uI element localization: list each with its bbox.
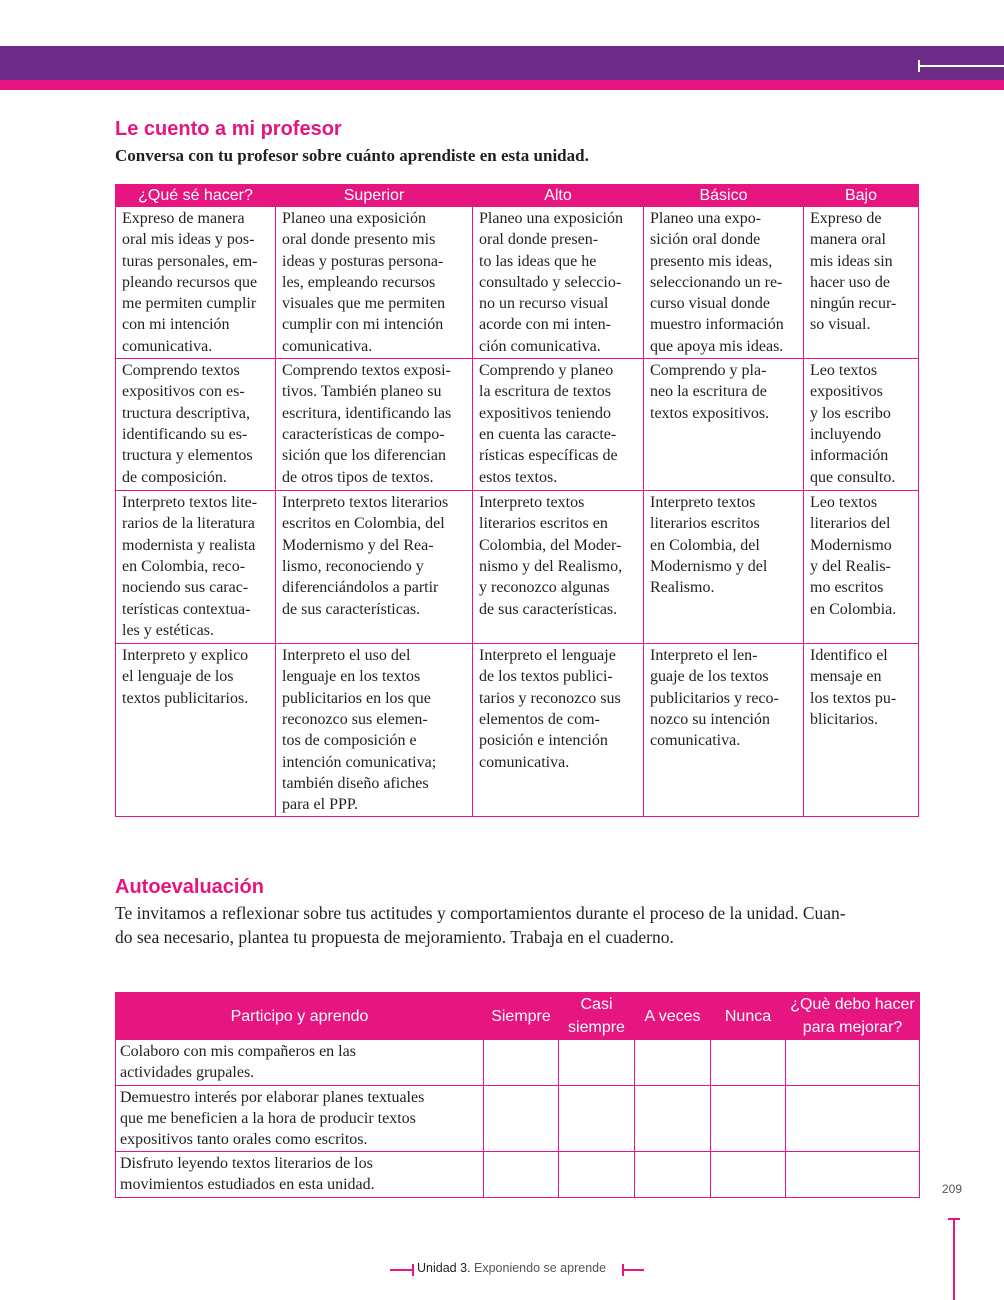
rubric-cell — [644, 491, 804, 644]
selfeval-answer-cell[interactable] — [635, 1040, 711, 1086]
selfeval-answer-cell[interactable] — [711, 1152, 786, 1198]
selfeval-table — [115, 992, 920, 1198]
rubric-cell-line: y del Realis- — [810, 557, 891, 575]
rubric-cell-line: Colombia, del Moder- — [479, 536, 622, 554]
rubric-cell-line: turas personales, em- — [122, 252, 258, 270]
rubric-cell-line: el lenguaje de los — [122, 668, 234, 686]
rubric-cell — [644, 644, 804, 817]
selfeval-row — [116, 1152, 920, 1198]
rubric-cell-line: so visual. — [810, 316, 871, 334]
rubric-cell-line: consultado y seleccio- — [479, 273, 622, 291]
selfeval-answer-cell[interactable] — [484, 1040, 559, 1086]
rubric-cell-line: identificando su es- — [122, 425, 248, 443]
selfeval-row — [116, 1040, 920, 1086]
rubric-cell-line: Interpreto el uso del — [282, 647, 411, 665]
rubric-cell-line: tivos. También planeo su — [282, 383, 442, 401]
rubric-cell — [473, 491, 644, 644]
rubric-cell-line: no un recurso visual — [479, 295, 609, 313]
rubric-cell — [804, 491, 919, 644]
selfeval-answer-cell[interactable] — [484, 1086, 559, 1152]
intro-line: do sea necesario, plantea tu propuesta de mejoramiento. Trabaja en el cuaderno. — [115, 927, 674, 947]
selfeval-statement — [116, 1040, 484, 1086]
rubric-cell — [473, 644, 644, 817]
selfeval-statement — [116, 1152, 484, 1198]
rubric-cell-line: hacer uso de — [810, 273, 890, 291]
rubric-cell-line: incluyendo — [810, 425, 882, 443]
selfeval-header-cell — [711, 993, 786, 1040]
selfeval-statement-line: actividades grupales. — [120, 1064, 255, 1081]
rubric-cell-line: modernista y realista — [122, 536, 256, 554]
rubric-cell-line: de sus características. — [282, 600, 421, 618]
rubric-cell-line: manera oral — [810, 231, 886, 249]
rubric-cell-line: comunicativa. — [479, 753, 570, 771]
rubric-cell — [276, 359, 473, 491]
rubric-cell — [276, 207, 473, 359]
rubric-cell-line: nozco su intención — [650, 710, 770, 728]
rubric-cell-line: Interpreto textos — [650, 494, 756, 512]
selfeval-statement — [116, 1086, 484, 1152]
rubric-cell-line: que apoya mis ideas. — [650, 337, 784, 355]
rubric-cell-line: rísticas específicas de — [479, 447, 618, 465]
rubric-cell-line: diferenciándolos a partir — [282, 579, 439, 597]
rubric-cell — [644, 359, 804, 491]
rubric-row — [116, 359, 919, 491]
selfeval-statement-line: Colaboro con mis compañeros en las — [120, 1043, 356, 1060]
rubric-cell-line: posición e intención — [479, 732, 608, 750]
rubric-cell-line: seleccionando un re- — [650, 273, 783, 291]
rubric-cell-line: ningún recur- — [810, 295, 897, 313]
rubric-cell-line: en Colombia, reco- — [122, 557, 246, 575]
rubric-cell-line: pleando recursos que — [122, 273, 258, 291]
selfeval-answer-cell[interactable] — [559, 1086, 635, 1152]
rubric-cell-line: expositivos — [810, 383, 883, 401]
rubric-table — [115, 184, 919, 817]
selfeval-statement-line: movimientos estudiados en esta unidad. — [120, 1176, 375, 1193]
rubric-cell-line: de otros tipos de textos. — [282, 468, 434, 486]
rubric-cell-line: mo escritos — [810, 579, 884, 597]
footer-tick-left — [412, 1264, 414, 1276]
rubric-cell — [116, 207, 276, 359]
rubric-cell-line: textos expositivos. — [650, 404, 770, 422]
selfeval-header-line: siempre — [568, 1019, 625, 1036]
selfeval-answer-cell[interactable] — [711, 1086, 786, 1152]
rubric-cell-line: comunicativa. — [282, 337, 373, 355]
rubric-cell-line: de sus características. — [479, 600, 618, 618]
rubric-cell-line: textos publicitarios. — [122, 689, 249, 707]
selfeval-header-row — [116, 993, 920, 1040]
selfeval-header-line: ¿Què debo hacer — [790, 996, 915, 1013]
selfeval-header-cell — [786, 993, 920, 1040]
selfeval-answer-cell[interactable] — [484, 1152, 559, 1198]
rubric-cell — [804, 359, 919, 491]
section-title-autoevaluacion: Autoevaluación — [115, 876, 264, 898]
rubric-cell-line: intención comunicativa; — [282, 753, 437, 771]
footer — [390, 1260, 644, 1280]
rubric-cell-line: Identifico el — [810, 647, 888, 665]
rubric-header-row — [116, 185, 919, 207]
rubric-cell-line: Comprendo y pla- — [650, 362, 767, 380]
rubric-cell-line: reconozco sus elemen- — [282, 710, 428, 728]
side-decorative-line — [953, 1218, 955, 1300]
rubric-cell-line: de composición. — [122, 468, 227, 486]
rubric-header-cell: Alto — [473, 185, 644, 207]
rubric-cell-line: lenguaje en los textos — [282, 668, 421, 686]
rubric-cell-line: Realismo. — [650, 579, 715, 597]
rubric-cell-line: Comprendo textos — [122, 362, 240, 380]
rubric-cell-line: Comprendo textos exposi- — [282, 362, 451, 380]
rubric-cell-line: elementos de com- — [479, 710, 600, 728]
rubric-cell-line: Comprendo y planeo — [479, 362, 614, 380]
rubric-cell-line: sición que los diferencian — [282, 447, 446, 465]
selfeval-header-line: Nunca — [724, 1007, 772, 1025]
rubric-cell-line: mensaje en — [810, 668, 882, 686]
selfeval-answer-cell[interactable] — [559, 1152, 635, 1198]
rubric-cell-line: escritos en Colombia, del — [282, 515, 445, 533]
rubric-cell-line: cumplir con mi intención — [282, 316, 444, 334]
header-accent-stripe — [0, 80, 1004, 90]
rubric-cell-line: con mi intención — [122, 316, 230, 334]
selfeval-header-cell — [484, 993, 559, 1040]
rubric-cell-line: en cuenta las caracte- — [479, 425, 617, 443]
selfeval-header-line: para mejorar? — [802, 1019, 903, 1036]
rubric-cell-line: que consulto. — [810, 468, 896, 486]
selfeval-answer-cell[interactable] — [635, 1152, 711, 1198]
rubric-cell-line: Expreso de — [810, 210, 882, 227]
rubric-cell — [276, 644, 473, 817]
selfeval-answer-cell[interactable] — [559, 1040, 635, 1086]
footer-line-left — [390, 1269, 414, 1271]
rubric-cell-line: nociendo sus carac- — [122, 579, 249, 597]
section-title-profesor: Le cuento a mi profesor — [115, 118, 342, 140]
selfeval-header-line: Casi — [580, 996, 613, 1013]
rubric-cell-line: tos de composición e — [282, 732, 417, 750]
selfeval-header-line: Siempre — [491, 1007, 551, 1025]
page-number: 209 — [942, 1182, 963, 1196]
footer-unit-label: Unidad 3. — [417, 1261, 471, 1275]
footer-unit-title: Exponiendo se aprende — [474, 1261, 607, 1275]
rubric-cell-line: neo la escritura de — [650, 383, 767, 401]
footer-text — [417, 1261, 606, 1275]
rubric-cell-line: mis ideas sin — [810, 252, 893, 270]
rubric-cell-line: Modernismo y del — [650, 557, 768, 575]
selfeval-statement-line: Demuestro interés por elaborar planes textuales — [120, 1089, 425, 1106]
rubric-cell-line: Planeo una expo- — [650, 210, 762, 227]
rubric-cell-line: Interpreto el len- — [650, 647, 758, 665]
rubric-cell — [804, 644, 919, 817]
rubric-header-cell: Superior — [276, 185, 473, 207]
rubric-cell-line: guaje de los textos — [650, 668, 769, 686]
rubric-cell-line: oral donde presento mis — [282, 231, 436, 249]
selfeval-statement-line: que me beneficien a la hora de producir textos — [120, 1110, 416, 1127]
rubric-cell-line: literarios escritos en — [479, 515, 608, 533]
rubric-cell-line: literarios del — [810, 515, 891, 533]
rubric-cell-line: publicitarios y reco- — [650, 689, 779, 707]
rubric-cell-line: presento mis ideas, — [650, 252, 773, 270]
rubric-cell-line: tructura y elementos — [122, 447, 253, 465]
selfeval-answer-cell[interactable] — [786, 1086, 920, 1152]
rubric-cell — [473, 359, 644, 491]
rubric-cell-line: estos textos. — [479, 468, 558, 486]
rubric-cell-line: muestro información — [650, 316, 784, 334]
rubric-header-cell: Básico — [644, 185, 804, 207]
selfeval-header-cell — [116, 993, 484, 1040]
rubric-cell-line: les, empleando recursos — [282, 273, 436, 291]
rubric-cell-line: expositivos teniendo — [479, 404, 611, 422]
header-decorative-tick — [918, 60, 920, 72]
selfeval-answer-cell[interactable] — [786, 1152, 920, 1198]
rubric-cell-line: nismo y del Realismo, — [479, 557, 623, 575]
selfeval-statement-line: Disfruto leyendo textos literarios de los — [120, 1155, 373, 1172]
rubric-cell-line: expositivos con es- — [122, 383, 245, 401]
selfeval-answer-cell[interactable] — [711, 1040, 786, 1086]
rubric-cell-line: también diseño afiches — [282, 774, 429, 792]
rubric-cell-line: publicitarios en los que — [282, 689, 431, 707]
rubric-cell-line: y reconozco algunas — [479, 579, 610, 597]
rubric-cell — [804, 207, 919, 359]
rubric-cell-line: rarios de la literatura — [122, 515, 255, 533]
rubric-cell-line: tructura descriptiva, — [122, 404, 250, 422]
rubric-cell-line: tarios y reconozco sus — [479, 689, 621, 707]
rubric-cell-line: oral mis ideas y pos- — [122, 231, 255, 249]
rubric-cell-line: Modernismo — [810, 536, 892, 554]
section-subtitle-profesor: Conversa con tu profesor sobre cuánto aprendiste en esta unidad. — [115, 146, 589, 165]
rubric-cell-line: en Colombia, del — [650, 536, 760, 554]
rubric-cell-line: acorde con mi inten- — [479, 316, 611, 334]
rubric-row — [116, 644, 919, 817]
rubric-cell-line: ideas y posturas persona- — [282, 252, 444, 270]
rubric-cell-line: características de compo- — [282, 425, 445, 443]
rubric-cell-line: terísticas contextua- — [122, 600, 251, 618]
rubric-cell-line: to las ideas que he — [479, 252, 597, 270]
selfeval-header-line: A veces — [644, 1007, 701, 1025]
rubric-cell — [644, 207, 804, 359]
rubric-row — [116, 207, 919, 359]
selfeval-statement-line: expositivos tanto orales como escritos. — [120, 1131, 368, 1148]
selfeval-row — [116, 1086, 920, 1152]
rubric-cell-line: Modernismo y del Rea- — [282, 536, 434, 554]
selfeval-answer-cell[interactable] — [786, 1040, 920, 1086]
rubric-cell-line: curso visual donde — [650, 295, 770, 313]
rubric-cell-line: de los textos publici- — [479, 668, 613, 686]
header-bar — [0, 46, 1004, 80]
rubric-cell — [276, 491, 473, 644]
selfeval-header-cell — [559, 993, 635, 1040]
rubric-cell-line: Planeo una exposición — [479, 210, 623, 227]
rubric-cell-line: ción comunicativa. — [479, 337, 601, 355]
rubric-cell-line: comunicativa. — [650, 732, 741, 750]
rubric-cell-line: Interpreto textos — [479, 494, 585, 512]
rubric-cell-line: les y estéticas. — [122, 621, 214, 639]
rubric-cell-line: Interpreto textos lite- — [122, 494, 258, 512]
selfeval-header-cell — [635, 993, 711, 1040]
rubric-cell-line: para el PPP. — [282, 796, 358, 814]
rubric-cell-line: sición oral donde — [650, 231, 761, 249]
intro-line: Te invitamos a reflexionar sobre tus actitudes y comportamientos durante el proceso de la unidad. Cuan- — [115, 903, 846, 923]
autoevaluacion-intro — [115, 901, 920, 949]
selfeval-header-line: Participo y aprendo — [230, 1007, 369, 1025]
rubric-header-cell: ¿Qué sé hacer? — [116, 185, 276, 207]
rubric-cell-line: Planeo una exposición — [282, 210, 426, 227]
rubric-cell — [116, 491, 276, 644]
rubric-cell-line: Expreso de manera — [122, 210, 245, 227]
rubric-row — [116, 491, 919, 644]
header-decorative-line — [918, 65, 1004, 67]
rubric-cell — [116, 359, 276, 491]
rubric-cell-line: Interpreto textos literarios — [282, 494, 449, 512]
rubric-cell-line: literarios escritos — [650, 515, 760, 533]
rubric-cell-line: en Colombia. — [810, 600, 897, 618]
rubric-cell-line: lismo, reconociendo y — [282, 557, 424, 575]
rubric-cell-line: visuales que me permiten — [282, 295, 446, 313]
rubric-cell — [116, 644, 276, 817]
rubric-cell-line: escritura, identificando las — [282, 404, 452, 422]
rubric-cell-line: Interpreto el lenguaje — [479, 647, 616, 665]
rubric-cell — [473, 207, 644, 359]
rubric-cell-line: comunicativa. — [122, 337, 213, 355]
rubric-cell-line: me permiten cumplir — [122, 295, 257, 313]
footer-line-right — [622, 1269, 644, 1271]
rubric-cell-line: blicitarios. — [810, 710, 878, 728]
rubric-cell-line: Interpreto y explico — [122, 647, 249, 665]
rubric-cell-line: Leo textos — [810, 494, 878, 512]
rubric-cell-line: los textos pu- — [810, 689, 897, 707]
selfeval-answer-cell[interactable] — [635, 1086, 711, 1152]
rubric-cell-line: información — [810, 447, 889, 465]
rubric-cell-line: la escritura de textos — [479, 383, 611, 401]
rubric-header-cell: Bajo — [804, 185, 919, 207]
rubric-cell-line: y los escribo — [810, 404, 891, 422]
rubric-cell-line: oral donde presen- — [479, 231, 599, 249]
rubric-cell-line: Leo textos — [810, 362, 878, 380]
